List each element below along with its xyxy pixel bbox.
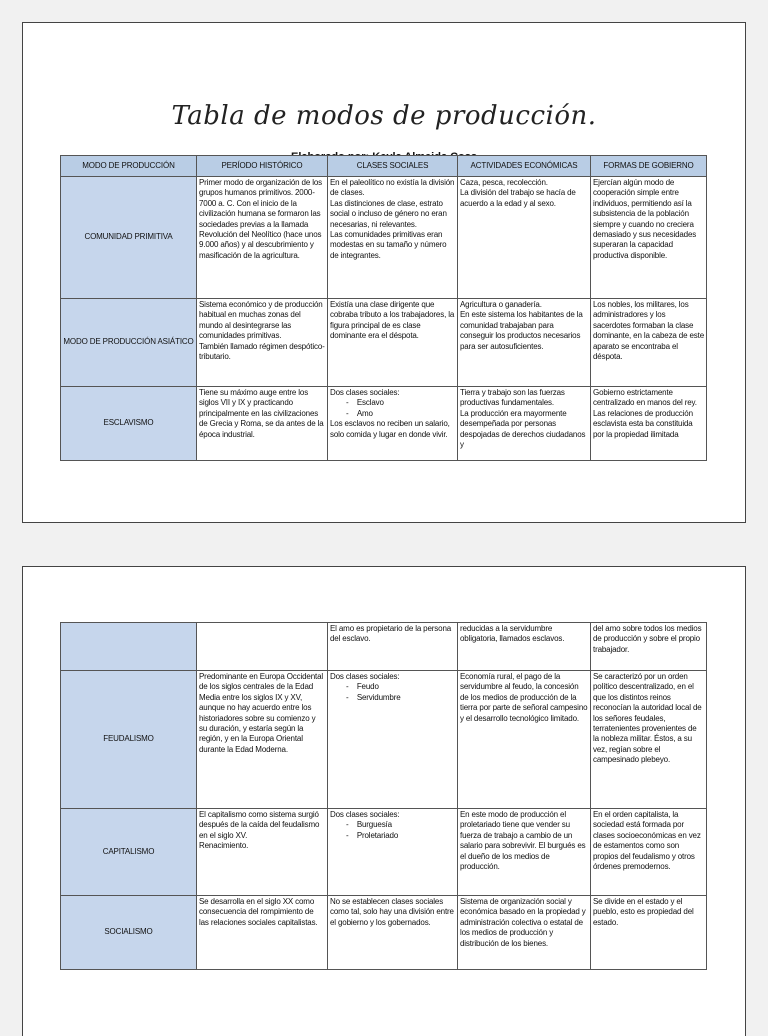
- table-row: [61, 671, 707, 809]
- clases-list-item: - Proletariado: [346, 830, 399, 840]
- clases-cell: Existía una clase dirigente que cobraba tributo a los trabajadores, la figura principal de es clase dominante era el déspota.: [328, 299, 458, 387]
- mode-cell: CAPITALISMO: [61, 809, 197, 896]
- gobierno-cell: Se caracterizó por un orden político descentralizado, en el que los distintos reinos reconocían la autoridad local de los señores feudales, terratenientes provenientes de la nobleza militar. Éstos, a su vez, regían sobre el campesinado plebeyo.: [591, 671, 707, 809]
- table-row: [61, 387, 707, 461]
- table-row: [61, 896, 707, 970]
- clases-list-item: - Amo: [346, 408, 373, 418]
- mode-cell: ESCLAVISMO: [61, 387, 197, 461]
- actividades-cell: Caza, pesca, recolección. La división del trabajo se hacía de acuerdo a la edad y al sexo.: [458, 177, 591, 299]
- clases-cell: El amo es propietario de la persona del esclavo.: [328, 623, 458, 671]
- table-header-row: [61, 156, 707, 177]
- clases-list-text: Esclavo: [356, 398, 384, 408]
- clases-intro: Dos clases sociales:: [330, 810, 400, 819]
- periodo-cell: Tiene su máximo auge entre los siglos VII y IX y practicando principalmente en las civilizaciones de Grecia y Roma, se da antes de la época industrial.: [197, 387, 328, 461]
- actividades-cell: Tierra y trabajo son las fuerzas productivas fundamentales. La producción era mayormente desempeñada por personas despojadas de derechos ciudadanos y: [458, 387, 591, 461]
- clases-list-item: - Burguesía: [346, 820, 392, 830]
- actividades-cell: reducidas a la servidumbre obligatoria, llamados esclavos.: [458, 623, 591, 671]
- gobierno-cell: Se divide en el estado y el pueblo, esto es propiedad del estado.: [591, 896, 707, 970]
- clases-list-text: Proletariado: [356, 830, 399, 840]
- actividades-cell: Sistema de organización social y económica basado en la propiedad y administración colectiva o estatal de los medios de producción y distribución de los bienes.: [458, 896, 591, 970]
- periodo-cell: Predominante en Europa Occidental de los siglos centrales de la Edad Media entre los siglos IX y XV, aunque no hay acuerdo entre los historiadores sobre su comienzo y su duración, y estaría según la región, y en la Europa Oriental durante la Edad Moderna.: [197, 671, 328, 809]
- mode-cell: COMUNIDAD PRIMITIVA: [61, 177, 197, 299]
- periodo-cell: Sistema económico y de producción habitual en muchas zonas del mundo al desintegrarse las comunidades primitivas. También llamado régimen despótico-tributario.: [197, 299, 328, 387]
- periodo-cell: Se desarrolla en el siglo XX como consecuencia del rompimiento de las relaciones sociales capitalistas.: [197, 896, 328, 970]
- header-clases: CLASES SOCIALES: [328, 156, 458, 177]
- clases-list-text: Servidumbre: [356, 692, 401, 702]
- header-modo: MODO DE PRODUCCIÓN: [61, 156, 197, 177]
- clases-intro: Dos clases sociales:: [330, 672, 400, 681]
- table-row: [61, 809, 707, 896]
- clases-cell: [328, 671, 458, 809]
- header-periodo: PERÍODO HISTÓRICO: [197, 156, 328, 177]
- clases-list-text: Feudo: [356, 682, 379, 692]
- clases-list-item: - Esclavo: [346, 398, 384, 408]
- modes-table-page-1: [60, 155, 707, 461]
- gobierno-cell: del amo sobre todos los medios de producción y sobre el propio trabajador.: [591, 623, 707, 671]
- actividades-cell: En este modo de producción el proletariado tiene que vender su fuerza de trabajo a cambio de un salario para sobrevivir. El burgués es el dueño de los medios de producción.: [458, 809, 591, 896]
- periodo-cell: Primer modo de organización de los grupos humanos primitivos. 2000-7000 a. C. Con el inicio de la civilización humana se formaron las sociedades previas a la llamada Revolución del Neolítico (hace unos 9.000 años) y al descubrimiento y masificación de la agricultura.: [197, 177, 328, 299]
- gobierno-cell: Gobierno estrictamente centralizado en manos del rey. Las relaciones de producción esclavista esta ba constituida por la propiedad ilimitada: [591, 387, 707, 461]
- document-title: Tabla de modos de producción.: [171, 101, 597, 131]
- clases-intro: Dos clases sociales:: [330, 388, 400, 397]
- clases-list-text: Amo: [356, 408, 373, 418]
- mode-cell: SOCIALISMO: [61, 896, 197, 970]
- gobierno-cell: Ejercían algún modo de cooperación simple entre individuos, permitiendo así la subsistencia de la población siempre y cuando no creciera demasiado y sus necesidades superaran la capacidad productiva disponible.: [591, 177, 707, 299]
- gobierno-cell: Los nobles, los militares, los administradores y los sacerdotes formaban la clase dominante, en la cabeza de este aparato se encontraba el déspota.: [591, 299, 707, 387]
- table-row: [61, 623, 707, 671]
- clases-cell: [328, 387, 458, 461]
- modes-table-page-2: [60, 622, 707, 970]
- periodo-cell: [197, 623, 328, 671]
- table-row: [61, 177, 707, 299]
- mode-cell: [61, 623, 197, 671]
- actividades-cell: Agricultura o ganadería. En este sistema los habitantes de la comunidad trabajaban para conseguir los productos necesarios para ser autosuficientes.: [458, 299, 591, 387]
- mode-cell: FEUDALISMO: [61, 671, 197, 809]
- actividades-cell: Economía rural, el pago de la servidumbre al feudo, la concesión de los medios de producción de la tierra por parte de señoral campesino y el desarrollo tecnológico limitado.: [458, 671, 591, 809]
- periodo-cell: El capitalismo como sistema surgió después de la caída del feudalismo en el siglo XV. Renacimiento.: [197, 809, 328, 896]
- clases-cell: En el paleolítico no existía la división de clases. Las distinciones de clase, estrato social o incluso de género no eran necesarias, ni relevantes. Las comunidades primitivas eran modestas en su tamaño y número de integrantes.: [328, 177, 458, 299]
- header-actividades: ACTIVIDADES ECONÓMICAS: [458, 156, 591, 177]
- gobierno-cell: En el orden capitalista, la sociedad está formada por clases socioeconómicas en vez de estamentos como son propios del feudalismo y otros órdenes premodernos.: [591, 809, 707, 896]
- clases-cell: No se establecen clases sociales como tal, solo hay una división entre el gobierno y los gobernados.: [328, 896, 458, 970]
- clases-list-text: Burguesía: [356, 820, 392, 830]
- clases-after: Los esclavos no reciben un salario, solo comida y lugar en donde vivir.: [330, 419, 450, 439]
- header-gobierno: FORMAS DE GOBIERNO: [591, 156, 707, 177]
- mode-cell: MODO DE PRODUCCIÓN ASIÁTICO: [61, 299, 197, 387]
- clases-list-item: - Feudo: [346, 682, 379, 692]
- clases-list-item: - Servidumbre: [346, 692, 401, 702]
- table-row: [61, 299, 707, 387]
- clases-cell: [328, 809, 458, 896]
